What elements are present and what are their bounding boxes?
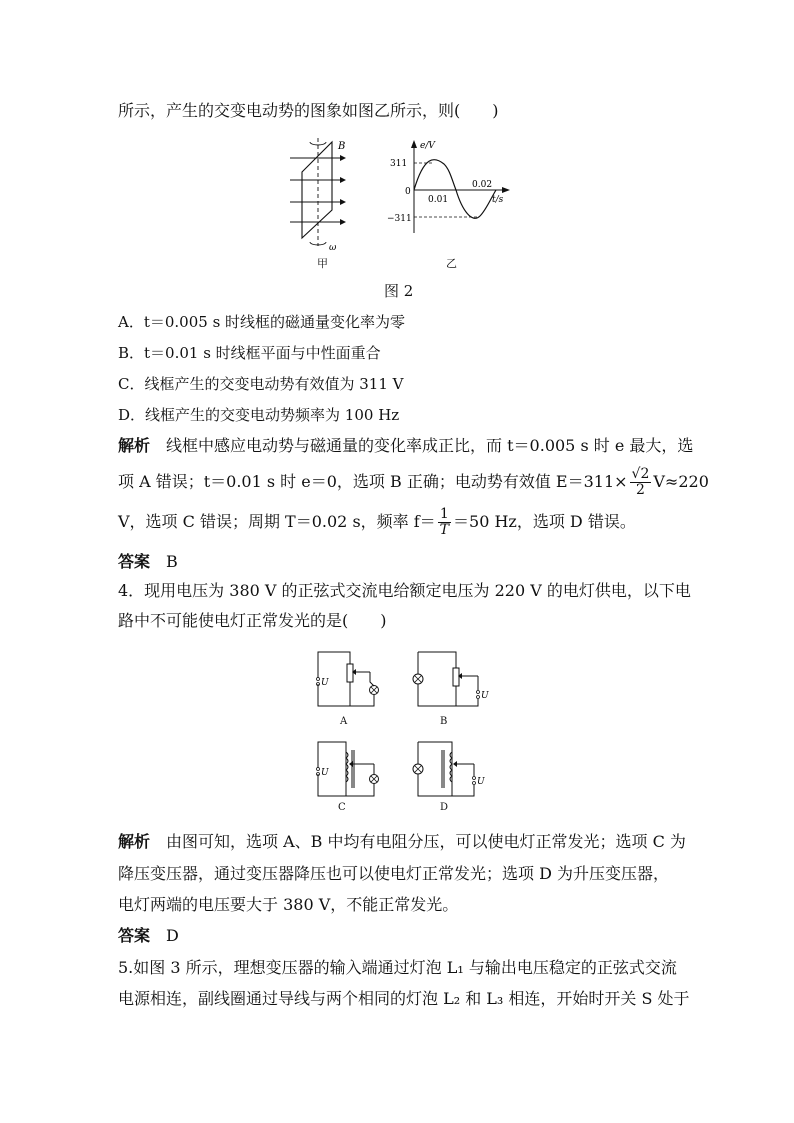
y-axis-label: e/V (420, 141, 435, 151)
q4-stem-line-1: 4．现用电压为 380 V 的正弦式交流电给额定电压为 220 V 的电灯供电，以下电 (118, 581, 691, 600)
answer-label: 答案 (118, 926, 151, 945)
fraction-sqrt2-over-2: $\frac{√2}{2}$ (631, 466, 650, 498)
source-label-b: U (481, 691, 489, 701)
option-c: C．线框产生的交变电动势有效值为 311 V (118, 375, 404, 393)
q3-intro-line: 所示，产生的交变电动势的图象如图乙所示，则( ) (118, 101, 499, 120)
q4-analysis-line-2: 降压变压器，通过变压器降压也可以使电灯正常发光；选项 D 为升压变压器， (118, 864, 670, 883)
t2-label: 0.02 (472, 180, 493, 190)
answer-value: D (166, 926, 179, 945)
coil-figure (285, 134, 355, 254)
emf-graph (368, 138, 513, 238)
circuit-c-label: C (338, 802, 346, 813)
circuit-a-label: A (340, 716, 348, 727)
origin-label: 0 (405, 187, 411, 197)
analysis-label: 解析 (118, 436, 151, 455)
q3-analysis-line-1: 解析 线框中感应电动势与磁通量的变化率成正比，而 t＝0.005 s 时 e 最大，选 (118, 436, 694, 455)
q3-analysis-line-2: 项 A 错误；t＝0.01 s 时 e＝0，选项 B 正确；电动势有效值 E＝311× $\frac{√2}{2}$ V≈220 (118, 466, 709, 498)
option-d: D．线框产生的交变电动势频率为 100 Hz (118, 406, 400, 424)
circuit-b (408, 648, 498, 710)
q4-analysis-line-1: 解析 由图可知，选项 A、B 中均有电阻分压，可以使电灯正常发光；选项 C 为 (118, 832, 686, 851)
field-label: B (338, 141, 346, 152)
x-axis-label: t/s (492, 195, 504, 205)
circuit-b-label: B (440, 716, 448, 727)
source-label-c: U (321, 768, 329, 778)
q3-answer (118, 552, 178, 572)
q3-analysis-line-3: V，选项 C 错误；周期 T＝0.02 s，频率 f＝ $\frac{1}{T}$ ＝50 Hz，选项 D 错误。 (118, 506, 636, 538)
q5-stem-line-2: 电源相连，副线圈通过导线与两个相同的灯泡 L₂ 和 L₃ 相连，开始时开关 S 处于 (118, 989, 690, 1008)
source-label-a: U (321, 678, 329, 688)
fig-right-label: 乙 (446, 257, 457, 270)
answer-label: 答案 (118, 552, 151, 571)
source-label-d: U (477, 777, 485, 787)
fig-left-label: 甲 (317, 257, 328, 270)
analysis-label: 解析 (118, 832, 151, 851)
t1-label: 0.01 (428, 195, 449, 205)
circuit-d-label: D (440, 802, 449, 813)
q4-answer (118, 926, 179, 946)
circuit-a (310, 648, 392, 710)
y-max-label: 311 (390, 159, 408, 169)
omega-label: ω (329, 243, 337, 253)
fraction-1-over-T: $\frac{1}{T}$ (439, 506, 450, 538)
q4-analysis-line-3: 电灯两端的电压要大于 380 V，不能正常发光。 (118, 895, 459, 914)
q4-stem-line-2: 路中不可能使电灯正常发光的是( ) (118, 611, 387, 630)
circuit-c (310, 738, 392, 800)
figure-caption: 图 2 (384, 282, 414, 300)
circuit-d (408, 738, 498, 800)
answer-value: B (166, 552, 178, 571)
q5-stem-line-1: 5.如图 3 所示，理想变压器的输入端通过灯泡 L₁ 与输出电压稳定的正弦式交流 (118, 958, 677, 977)
option-a: A．t＝0.005 s 时线框的磁通量变化率为零 (118, 313, 406, 331)
y-min-label: −311 (387, 214, 412, 224)
option-b: B．t＝0.01 s 时线框平面与中性面重合 (118, 344, 381, 362)
